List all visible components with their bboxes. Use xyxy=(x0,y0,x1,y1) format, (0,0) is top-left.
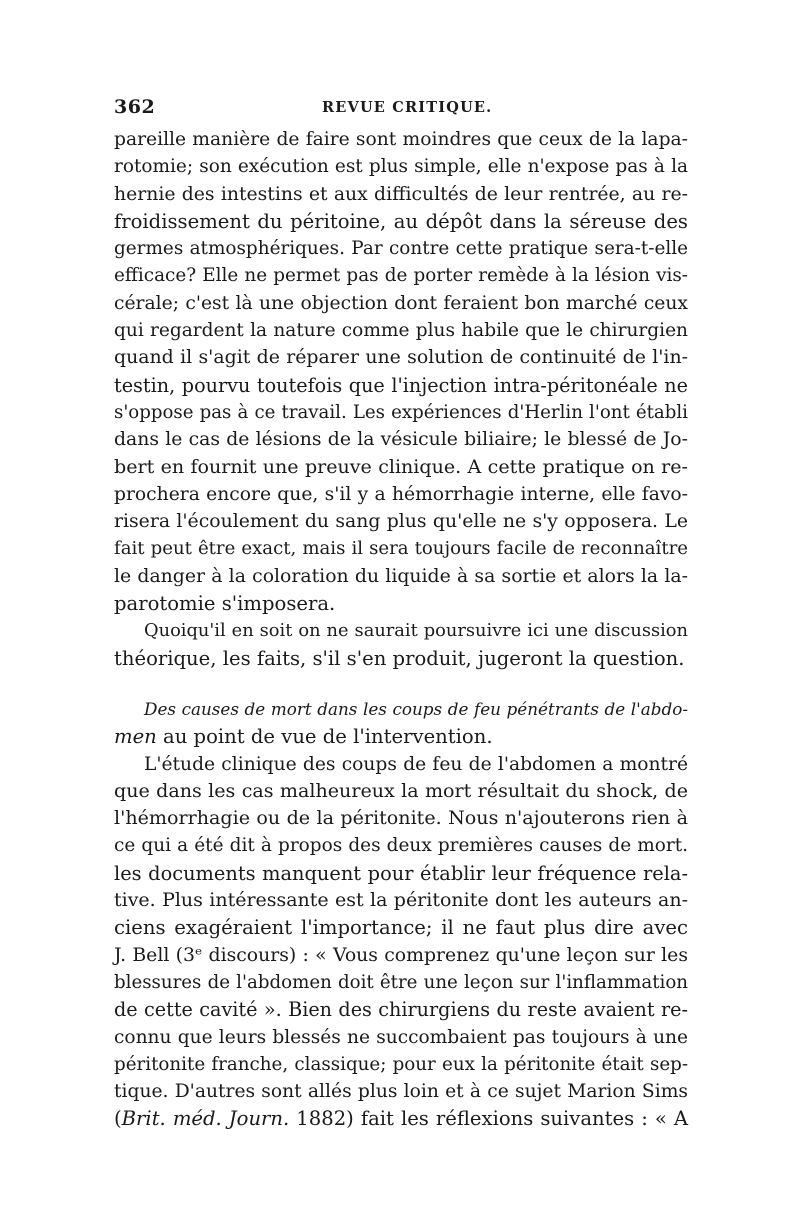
open-paren: ( xyxy=(114,1107,122,1131)
text-line: J. Bell (3ᵉ discours) : « Vous comprenez qu'une leçon sur les xyxy=(114,944,688,966)
section-heading xyxy=(114,696,688,751)
paragraph-continued xyxy=(114,126,688,617)
text-line: les documents manquent pour établir leur fréquence rela- xyxy=(114,861,688,885)
text-line: théorique, les faits, s'il s'en produit, jugeront la question. xyxy=(114,646,685,670)
text-line: s'oppose pas à ce travail. Les expériences d'Herlin l'ont établi xyxy=(114,401,688,423)
text-line: fait peut être exact, mais il sera toujours facile de reconnaître xyxy=(114,538,688,560)
text-line: ciens exagéraient l'importance; il ne faut plus dire avec xyxy=(114,916,688,940)
text-line: efficace? Elle ne permet pas de porter remède à la lésion vis- xyxy=(114,265,688,287)
text-line: risera l'écoulement du sang plus qu'elle ne s'y opposera. Le xyxy=(114,511,688,533)
citation-rest: 1882) fait les réflexions suivantes : « A xyxy=(289,1107,688,1131)
text-line: parotomie s'imposera. xyxy=(114,592,336,616)
running-title: REVUE CRITIQUE. xyxy=(322,99,493,116)
section-title-line xyxy=(114,723,688,750)
text-line: péritonite franche, classique; pour eux la péritonite était sep- xyxy=(114,1053,688,1075)
text-line: quand il s'agit de réparer une solution de continuité de l'in- xyxy=(114,346,688,369)
text-line: rotomie; son exécution est plus simple, elle n'expose pas à la xyxy=(114,156,688,178)
paragraph-discussion xyxy=(114,617,688,672)
text-line: de cette cavité ». Bien des chirurgiens du reste avaient re- xyxy=(114,998,688,1022)
text-line: prochera encore que, s'il y a hémorrhagie interne, elle favo- xyxy=(114,483,688,505)
text-line: hernie des intestins et aux difficultés de leur rentrée, au re- xyxy=(114,183,688,205)
text-line: le danger à la coloration du liquide à sa sortie et alors la la- xyxy=(114,565,688,587)
text-line: testin, pourvu toutefois que l'injection intra-péritonéale ne xyxy=(114,373,688,397)
text-line: qui regardent la nature comme plus habile que le chirurgien xyxy=(114,320,688,342)
text-line: connu que leurs blessés ne succombaient pas toujours à une xyxy=(114,1026,688,1048)
section-title-italic: men xyxy=(114,725,157,749)
text-line: pareille manière de faire sont moindres que ceux de la lapa- xyxy=(114,129,688,150)
journal-citation: Brit. méd. Journ. xyxy=(121,1107,290,1131)
text-line: l'hémorrhagie ou de la péritonite. Nous n'ajouterons rien à xyxy=(114,807,688,830)
text-line: tive. Plus intéressante est la péritonite dont les auteurs an- xyxy=(114,889,688,912)
text-line: Quoiqu'il en soit on ne saurait poursuivre ici une discussion xyxy=(144,620,688,642)
text-line: germes atmosphériques. Par contre cette pratique sera-t-elle xyxy=(114,238,688,260)
text-line: froidissement du péritoine, au dépôt dans la séreuse des xyxy=(114,209,688,233)
text-line: dans le cas de lésions de la vésicule biliaire; le blessé de Jo- xyxy=(114,429,688,451)
text-line: bert en fournit une preuve clinique. A cette pratique on re- xyxy=(114,455,688,478)
text-line: ce qui a été dit à propos des deux premières causes de mort. xyxy=(114,835,688,857)
section-title-line: Des causes de mort dans les coups de feu pénétrants de l'abdo- xyxy=(144,698,688,719)
section-gap xyxy=(114,672,688,696)
text-line: tique. D'autres sont allés plus loin et à ce sujet Marion Sims xyxy=(114,1081,688,1103)
text-line: cérale; c'est là une objection dont feraient bon marché ceux xyxy=(114,292,688,314)
text-line: L'étude clinique des coups de feu de l'abdomen a montré xyxy=(144,753,688,775)
text-line xyxy=(114,1105,688,1132)
page-number: 362 xyxy=(114,96,156,118)
section-title-rest: au point de vue de l'intervention. xyxy=(156,725,493,749)
paragraph-causes xyxy=(114,751,688,1133)
book-page xyxy=(114,96,688,1133)
text-line: blessures de l'abdomen doit être une leçon sur l'inflammation xyxy=(114,971,688,993)
page-header xyxy=(114,96,688,126)
text-line: que dans les cas malheureux la mort résultait du shock, de xyxy=(114,779,688,802)
